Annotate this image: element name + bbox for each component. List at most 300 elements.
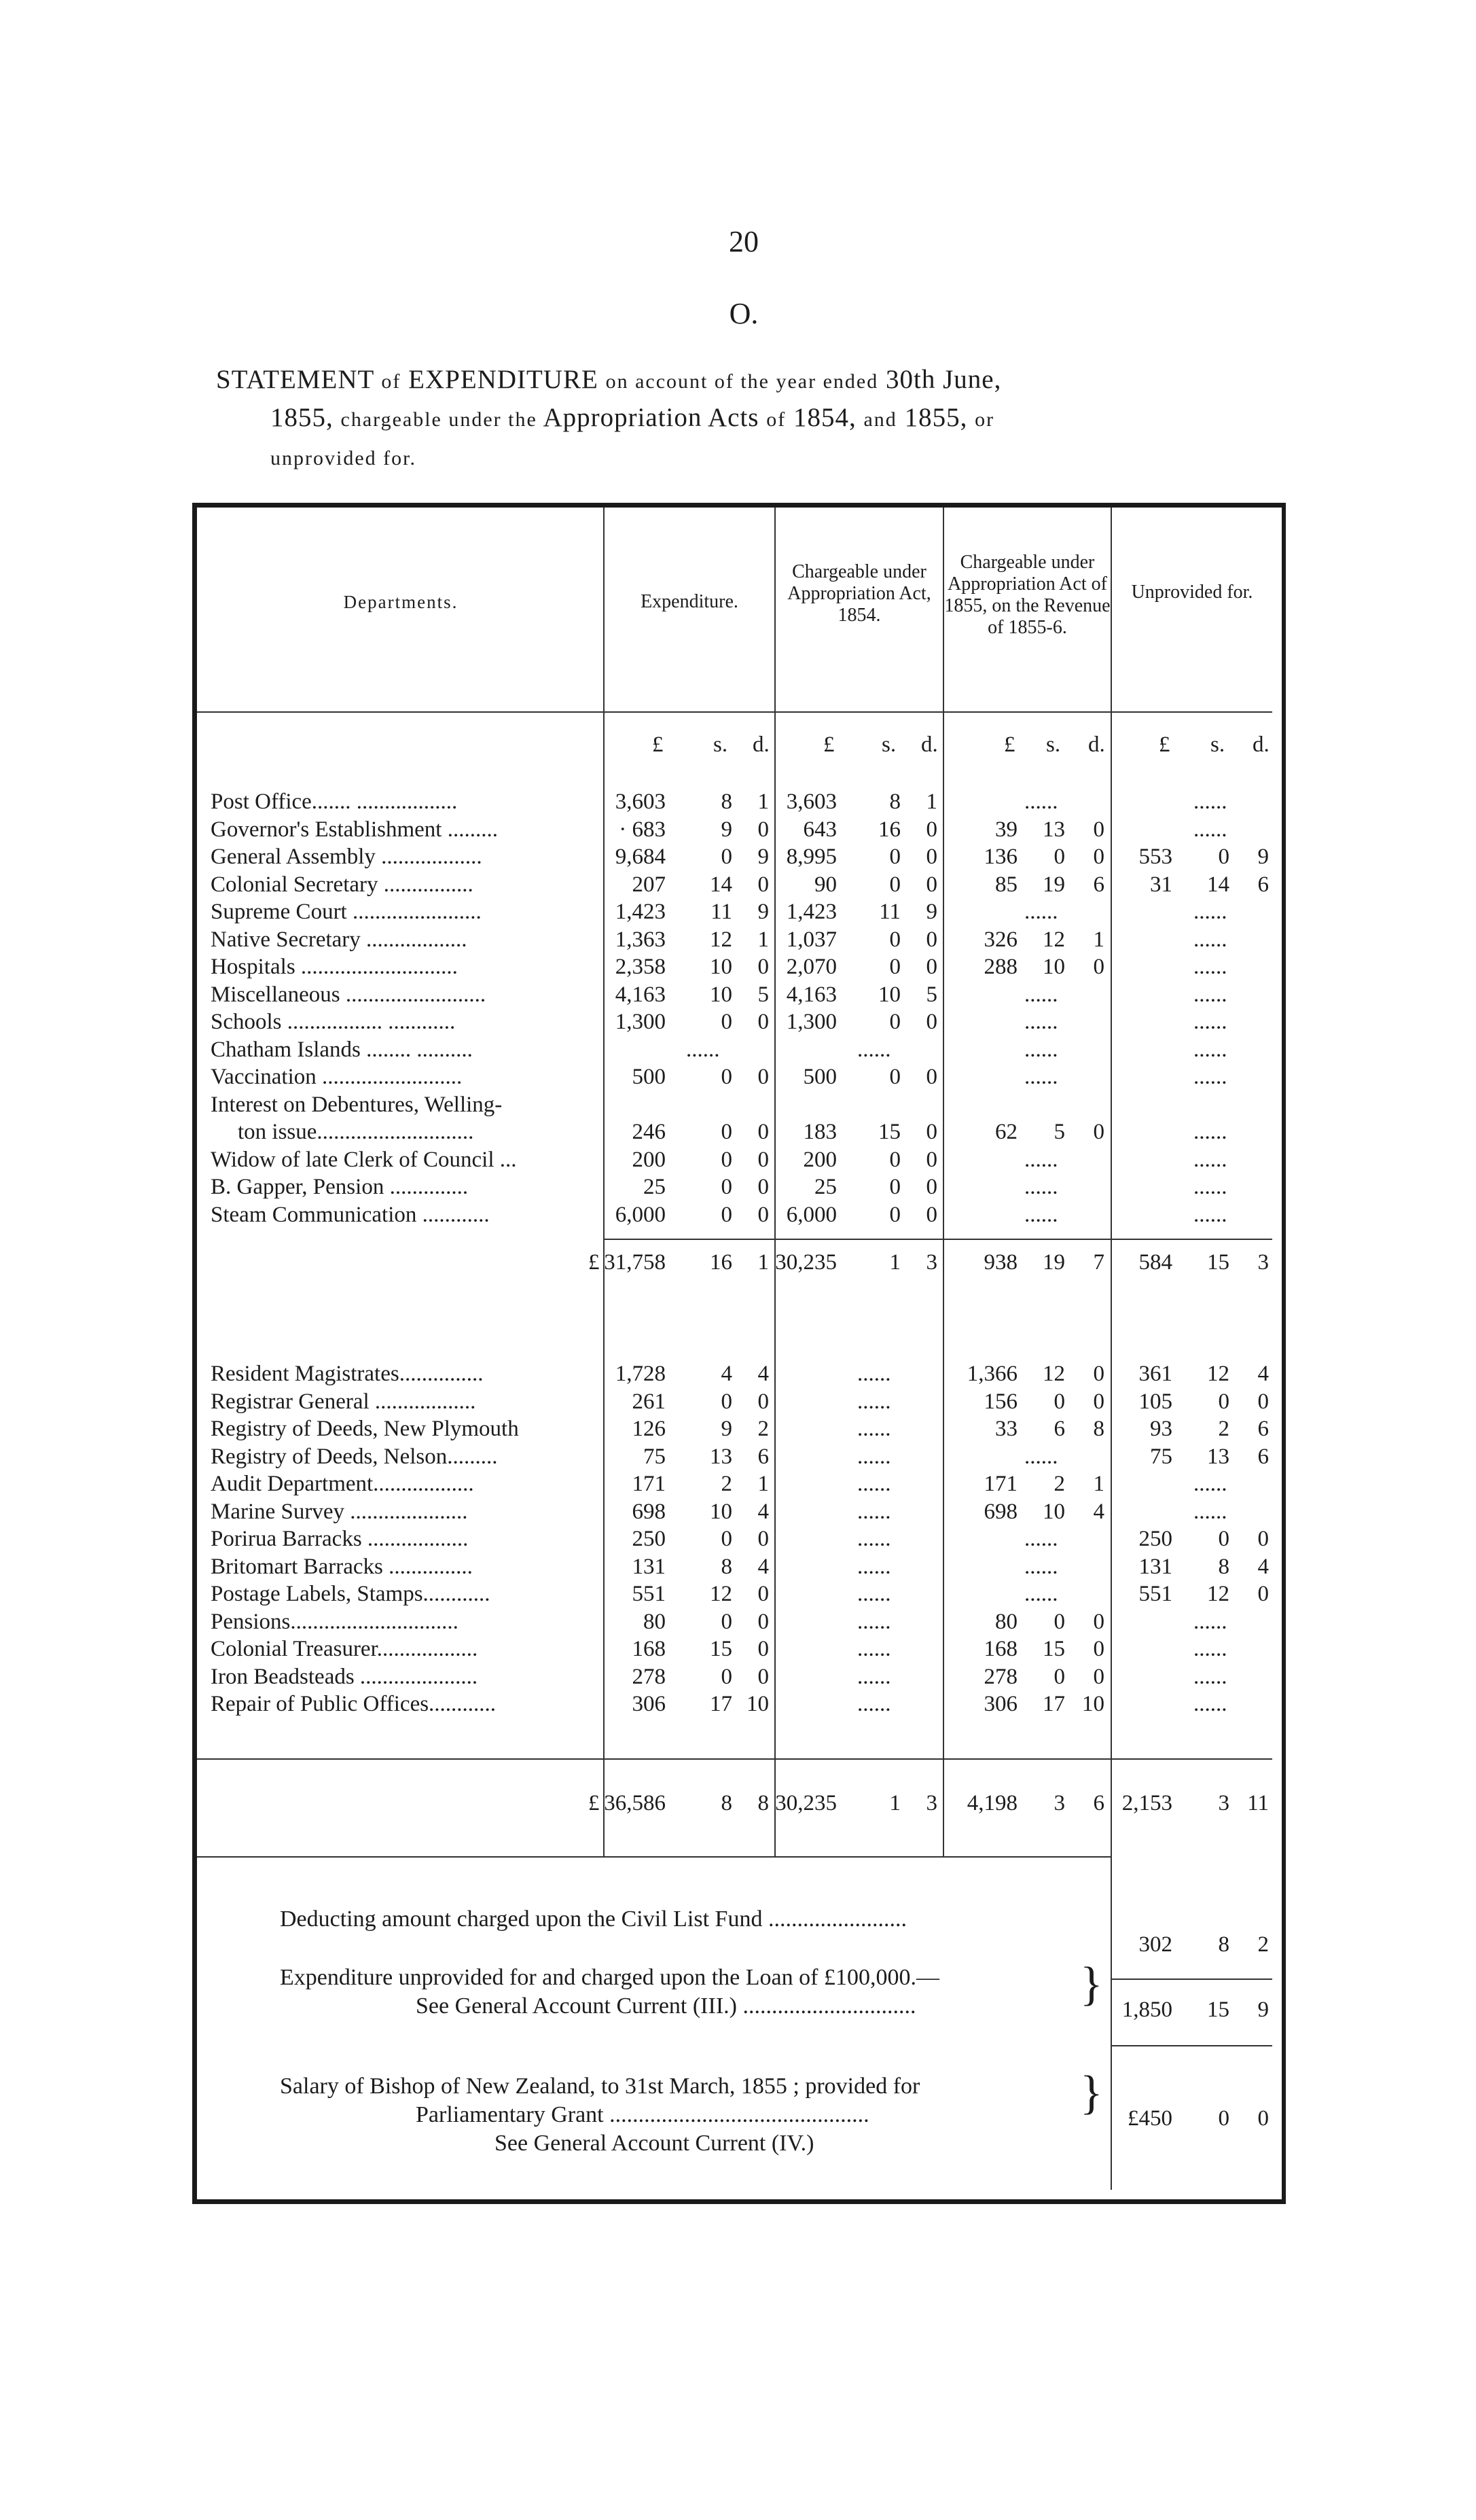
a55-shillings: 12 bbox=[1043, 1362, 1065, 1386]
exp-shillings: 8 bbox=[721, 1791, 732, 1815]
department-label: B. Gapper, Pension .............. bbox=[211, 1175, 469, 1199]
unp-shillings: 0 bbox=[1218, 1389, 1229, 1414]
loan-note-line-2: See General Account Current (III.) .............................. bbox=[416, 1993, 916, 2019]
exp-pounds: 4,163 bbox=[615, 982, 666, 1007]
unp-empty: ...... bbox=[1193, 1609, 1227, 1634]
title-word: or bbox=[975, 408, 995, 431]
unp-empty: ...... bbox=[1193, 900, 1227, 924]
a55-pence: 0 bbox=[1093, 1389, 1104, 1414]
unp-pounds: 302 bbox=[1138, 1932, 1172, 1957]
exp-shillings: 10 bbox=[710, 955, 732, 979]
subtotal-rule bbox=[603, 1239, 1272, 1240]
department-label: Iron Beadsteads ..................... bbox=[211, 1664, 478, 1689]
exp-pence: 0 bbox=[757, 817, 769, 842]
unp-pounds: 93 bbox=[1150, 1417, 1172, 1441]
a55-empty: ...... bbox=[1024, 1175, 1058, 1199]
exp-pounds: 75 bbox=[643, 1444, 666, 1469]
exp-pounds: 168 bbox=[632, 1637, 666, 1661]
a55-pounds: 62 bbox=[995, 1120, 1018, 1144]
unp-shillings: 14 bbox=[1207, 872, 1229, 897]
a54-pence: 3 bbox=[926, 1791, 937, 1815]
a55-pence: 0 bbox=[1093, 955, 1104, 979]
department-label: Colonial Secretary ................ bbox=[211, 872, 473, 897]
a54-shillings: 0 bbox=[889, 927, 901, 952]
a55-shillings: 0 bbox=[1054, 1389, 1065, 1414]
unp-pence: 4 bbox=[1257, 1362, 1269, 1386]
unp-empty: ...... bbox=[1193, 1499, 1227, 1524]
department-label: Registry of Deeds, Nelson......... bbox=[211, 1444, 498, 1469]
a54-pence: 5 bbox=[926, 982, 937, 1007]
exp-pence: 1 bbox=[757, 927, 769, 952]
a55-shillings: 12 bbox=[1043, 927, 1065, 952]
unp-pounds: 250 bbox=[1138, 1527, 1172, 1551]
a55-pounds: 171 bbox=[984, 1472, 1018, 1496]
a54-pounds: 183 bbox=[803, 1120, 837, 1144]
a55-pounds: 156 bbox=[984, 1389, 1018, 1414]
a55-pounds: 39 bbox=[995, 817, 1018, 842]
a54-pounds: 30,235 bbox=[775, 1791, 837, 1815]
loan-note-line-1: Expenditure unprovided for and charged upon the Loan of £100,000.— bbox=[280, 1965, 939, 1990]
a54-shillings: 0 bbox=[889, 1202, 901, 1227]
exp-shillings: 12 bbox=[710, 927, 732, 952]
exp-pence: 1 bbox=[757, 1250, 769, 1275]
a54-shillings: 0 bbox=[889, 1010, 901, 1034]
unp-pence: 6 bbox=[1257, 1417, 1269, 1441]
exp-shillings: 9 bbox=[721, 1417, 732, 1441]
total-bottom-rule bbox=[197, 1856, 1111, 1858]
unp-pence: 2 bbox=[1257, 1932, 1269, 1957]
exp-shillings: 14 bbox=[710, 872, 732, 897]
a55-shillings: 13 bbox=[1043, 817, 1065, 842]
a54-pounds: 1,423 bbox=[786, 900, 837, 924]
exp-shillings: 0 bbox=[721, 1664, 732, 1689]
a54-pounds: 643 bbox=[803, 817, 837, 842]
a55-pounds: 698 bbox=[984, 1499, 1018, 1524]
unp-pence: 9 bbox=[1257, 845, 1269, 869]
title-word: STATEMENT bbox=[216, 365, 374, 394]
a55-shillings: 0 bbox=[1054, 1609, 1065, 1634]
a55-pence: 6 bbox=[1093, 872, 1104, 897]
a54-pounds: 8,995 bbox=[786, 845, 837, 869]
header-departments: Departments. bbox=[343, 592, 458, 612]
exp-pence: 1 bbox=[757, 789, 769, 814]
unp-pounds: 105 bbox=[1138, 1389, 1172, 1414]
exp-shillings: 9 bbox=[721, 817, 732, 842]
a55-shillings: 17 bbox=[1043, 1692, 1065, 1716]
a54-pence: 0 bbox=[926, 1120, 937, 1144]
a54-shillings: 16 bbox=[878, 817, 901, 842]
a54-empty: ...... bbox=[857, 1499, 891, 1524]
a55-shillings: 10 bbox=[1043, 955, 1065, 979]
unp-pence: 4 bbox=[1257, 1554, 1269, 1579]
a54-pounds: 30,235 bbox=[775, 1250, 837, 1275]
a54-pence: 3 bbox=[926, 1250, 937, 1275]
exp-shillings: 0 bbox=[721, 1202, 732, 1227]
unp-pounds: 551 bbox=[1138, 1582, 1172, 1606]
title-line-2 bbox=[270, 402, 994, 433]
a55-pounds: 85 bbox=[995, 872, 1018, 897]
unp-empty: ...... bbox=[1193, 1692, 1227, 1716]
exp-shillings: 0 bbox=[721, 1010, 732, 1034]
exp-pounds: 200 bbox=[632, 1147, 666, 1172]
a55-pence: 0 bbox=[1093, 1120, 1104, 1144]
a54-shillings: 1 bbox=[889, 1250, 901, 1275]
unp-pounds: 2,153 bbox=[1121, 1791, 1172, 1815]
department-label: Britomart Barracks ............... bbox=[211, 1554, 473, 1579]
a55-empty: ...... bbox=[1024, 1582, 1058, 1606]
subtotal-currency: £ bbox=[588, 1250, 600, 1275]
unp-shillings: 2 bbox=[1218, 1417, 1229, 1441]
title-word: 1855, bbox=[904, 403, 968, 432]
exp-pence: 0 bbox=[757, 872, 769, 897]
exp-pounds: 306 bbox=[632, 1692, 666, 1716]
exp-shillings: 0 bbox=[721, 1175, 732, 1199]
a55-pounds: 136 bbox=[984, 845, 1018, 869]
department-label: Resident Magistrates............... bbox=[211, 1362, 484, 1386]
unp-empty: ...... bbox=[1193, 1147, 1227, 1172]
unp-empty: ...... bbox=[1193, 1065, 1227, 1089]
a55-pence: 10 bbox=[1082, 1692, 1104, 1716]
department-label: Miscellaneous ......................... bbox=[211, 982, 486, 1007]
a55-pounds: 288 bbox=[984, 955, 1018, 979]
a54-pence: 0 bbox=[926, 817, 937, 842]
unp-empty: ...... bbox=[1193, 817, 1227, 842]
a54-pence: 0 bbox=[926, 872, 937, 897]
unp-empty: ...... bbox=[1193, 789, 1227, 814]
a54-pounds: 1,300 bbox=[786, 1010, 837, 1034]
department-label: Chatham Islands ........ .......... bbox=[211, 1037, 473, 1062]
unp-shillings: 15 bbox=[1207, 1998, 1229, 2022]
exp-pence: 0 bbox=[757, 1637, 769, 1661]
exp-pence: 9 bbox=[757, 900, 769, 924]
unit-shillings: s. bbox=[713, 732, 728, 757]
a54-pounds: 25 bbox=[814, 1175, 837, 1199]
bishop-note-line-3: See General Account Current (IV.) bbox=[494, 2131, 814, 2156]
unp-pounds: 1,850 bbox=[1121, 1998, 1172, 2022]
a55-pence: 0 bbox=[1093, 1362, 1104, 1386]
a55-empty: ...... bbox=[1024, 982, 1058, 1007]
exp-pence: 4 bbox=[757, 1499, 769, 1524]
civil-list-note: Deducting amount charged upon the Civil List Fund ........................ bbox=[280, 1906, 907, 1932]
a54-pounds: 200 bbox=[803, 1147, 837, 1172]
a54-pence: 9 bbox=[926, 900, 937, 924]
a54-empty: ...... bbox=[857, 1582, 891, 1606]
exp-pounds: 246 bbox=[632, 1120, 666, 1144]
exp-shillings: 4 bbox=[721, 1362, 732, 1386]
a55-shillings: 5 bbox=[1054, 1120, 1065, 1144]
exp-shillings: 11 bbox=[710, 900, 732, 924]
exp-pence: 0 bbox=[757, 1175, 769, 1199]
department-label: Interest on Debentures, Welling- bbox=[211, 1092, 503, 1117]
unp-empty: ...... bbox=[1193, 1637, 1227, 1661]
total-rule bbox=[197, 1758, 1272, 1760]
title-word: of bbox=[766, 408, 787, 431]
title-line-1 bbox=[216, 364, 1001, 395]
exp-shillings: 0 bbox=[721, 1147, 732, 1172]
a55-pence: 1 bbox=[1093, 1472, 1104, 1496]
exp-pence: 0 bbox=[757, 1202, 769, 1227]
a55-empty: ...... bbox=[1024, 1010, 1058, 1034]
unp-pence: 6 bbox=[1257, 872, 1269, 897]
unp-shillings: 0 bbox=[1218, 845, 1229, 869]
a54-pounds: 1,037 bbox=[786, 927, 837, 952]
unp-empty: ...... bbox=[1193, 955, 1227, 979]
a55-pence: 6 bbox=[1093, 1791, 1104, 1815]
unp-shillings: 15 bbox=[1207, 1250, 1229, 1275]
a54-shillings: 15 bbox=[878, 1120, 901, 1144]
unit-pound: £ bbox=[1159, 732, 1170, 757]
department-label: Supreme Court ....................... bbox=[211, 900, 482, 924]
unp-empty: ...... bbox=[1193, 1202, 1227, 1227]
a54-empty: ...... bbox=[857, 1472, 891, 1496]
a54-empty: ...... bbox=[857, 1389, 891, 1414]
a54-pounds: 500 bbox=[803, 1065, 837, 1089]
a54-pence: 0 bbox=[926, 1202, 937, 1227]
unp-pounds: 31 bbox=[1150, 872, 1172, 897]
department-label: Registrar General .................. bbox=[211, 1389, 476, 1414]
title-word: chargeable under the bbox=[340, 408, 537, 431]
schedule-letter: O. bbox=[729, 297, 759, 330]
a55-shillings: 3 bbox=[1054, 1791, 1065, 1815]
a55-empty: ...... bbox=[1024, 1554, 1058, 1579]
a54-shillings: 0 bbox=[889, 1147, 901, 1172]
department-label: Steam Communication ............ bbox=[211, 1202, 490, 1227]
unp-shillings: 12 bbox=[1207, 1582, 1229, 1606]
a55-pence: 8 bbox=[1093, 1417, 1104, 1441]
a55-pounds: 306 bbox=[984, 1692, 1018, 1716]
exp-pounds: 36,586 bbox=[604, 1791, 666, 1815]
a55-pounds: 33 bbox=[995, 1417, 1018, 1441]
exp-pounds: 551 bbox=[632, 1582, 666, 1606]
unp-pounds: 361 bbox=[1138, 1362, 1172, 1386]
a55-pounds: 168 bbox=[984, 1637, 1018, 1661]
exp-shillings: 17 bbox=[710, 1692, 732, 1716]
a55-empty: ...... bbox=[1024, 1065, 1058, 1089]
unit-shillings: s. bbox=[1046, 732, 1061, 757]
a54-empty: ...... bbox=[857, 1637, 891, 1661]
header-unprovided: Unprovided for. bbox=[1131, 582, 1253, 603]
a55-shillings: 19 bbox=[1043, 872, 1065, 897]
unp-pence: 6 bbox=[1257, 1444, 1269, 1469]
a54-empty: ...... bbox=[857, 1362, 891, 1386]
a54-shillings: 1 bbox=[889, 1791, 901, 1815]
grand-total-currency: £ bbox=[588, 1791, 600, 1815]
a54-empty: ...... bbox=[857, 1037, 891, 1062]
department-label: Porirua Barracks .................. bbox=[211, 1527, 469, 1551]
unp-pence: 0 bbox=[1257, 2106, 1269, 2131]
exp-pence: 2 bbox=[757, 1417, 769, 1441]
unit-shillings: s. bbox=[882, 732, 897, 757]
a54-empty: ...... bbox=[857, 1554, 891, 1579]
exp-shillings: 2 bbox=[721, 1472, 732, 1496]
exp-pence: 0 bbox=[757, 1065, 769, 1089]
exp-shillings: 10 bbox=[710, 1499, 732, 1524]
a55-pence: 0 bbox=[1093, 817, 1104, 842]
a55-empty: ...... bbox=[1024, 789, 1058, 814]
exp-pence: 6 bbox=[757, 1444, 769, 1469]
a55-empty: ...... bbox=[1024, 900, 1058, 924]
exp-pounds: 698 bbox=[632, 1499, 666, 1524]
exp-pounds: 1,423 bbox=[615, 900, 666, 924]
exp-pounds: · 683 bbox=[619, 817, 666, 842]
exp-pounds: 500 bbox=[632, 1065, 666, 1089]
exp-empty: ...... bbox=[686, 1037, 720, 1062]
a54-empty: ...... bbox=[857, 1527, 891, 1551]
department-label: Audit Department.................. bbox=[211, 1472, 474, 1496]
unit-shillings: s. bbox=[1210, 732, 1225, 757]
exp-pounds: 250 bbox=[632, 1527, 666, 1551]
department-label: Hospitals ............................ bbox=[211, 955, 458, 979]
a54-pence: 0 bbox=[926, 1147, 937, 1172]
department-label: Pensions.............................. bbox=[211, 1609, 458, 1634]
a55-pence: 1 bbox=[1093, 927, 1104, 952]
a54-shillings: 10 bbox=[878, 982, 901, 1007]
unp-pounds: £450 bbox=[1128, 2106, 1172, 2131]
unp-pounds: 584 bbox=[1138, 1250, 1172, 1275]
unit-pence: d. bbox=[1088, 732, 1105, 757]
bishop-brace: } bbox=[1080, 2067, 1103, 2119]
a54-pence: 0 bbox=[926, 1175, 937, 1199]
a54-pence: 0 bbox=[926, 1065, 937, 1089]
unp-empty: ...... bbox=[1193, 982, 1227, 1007]
department-label: Postage Labels, Stamps............ bbox=[211, 1582, 490, 1606]
unit-pound: £ bbox=[823, 732, 835, 757]
department-label: Repair of Public Offices............ bbox=[211, 1692, 497, 1716]
exp-shillings: 8 bbox=[721, 1554, 732, 1579]
exp-pence: 0 bbox=[757, 955, 769, 979]
a54-shillings: 0 bbox=[889, 845, 901, 869]
a54-pounds: 3,603 bbox=[786, 789, 837, 814]
note-rule bbox=[1111, 2045, 1272, 2046]
unp-pence: 3 bbox=[1257, 1250, 1269, 1275]
header-expenditure: Expenditure. bbox=[641, 591, 738, 612]
exp-pounds: 126 bbox=[632, 1417, 666, 1441]
unp-empty: ...... bbox=[1193, 1010, 1227, 1034]
header-rule bbox=[197, 711, 1272, 713]
exp-pounds: 131 bbox=[632, 1554, 666, 1579]
exp-shillings: 0 bbox=[721, 1609, 732, 1634]
exp-pounds: 1,363 bbox=[615, 927, 666, 952]
exp-pence: 10 bbox=[746, 1692, 769, 1716]
exp-pounds: 31,758 bbox=[604, 1250, 666, 1275]
exp-pounds: 278 bbox=[632, 1664, 666, 1689]
department-label: Governor's Establishment ......... bbox=[211, 817, 498, 842]
exp-pounds: 261 bbox=[632, 1389, 666, 1414]
a54-pounds: 6,000 bbox=[786, 1202, 837, 1227]
exp-shillings: 0 bbox=[721, 845, 732, 869]
a54-shillings: 0 bbox=[889, 1175, 901, 1199]
title-word: EXPENDITURE bbox=[408, 365, 598, 394]
a55-pounds: 326 bbox=[984, 927, 1018, 952]
exp-pounds: 9,684 bbox=[615, 845, 666, 869]
title-word: of bbox=[381, 370, 401, 393]
exp-pence: 0 bbox=[757, 1010, 769, 1034]
department-label: Marine Survey ..................... bbox=[211, 1499, 468, 1524]
exp-pence: 0 bbox=[757, 1527, 769, 1551]
unp-shillings: 8 bbox=[1218, 1554, 1229, 1579]
note-rule bbox=[1111, 1978, 1272, 1980]
a55-empty: ...... bbox=[1024, 1037, 1058, 1062]
a55-shillings: 2 bbox=[1054, 1472, 1065, 1496]
exp-pence: 9 bbox=[757, 845, 769, 869]
a54-shillings: 0 bbox=[889, 955, 901, 979]
exp-pence: 1 bbox=[757, 1472, 769, 1496]
unp-pence: 0 bbox=[1257, 1582, 1269, 1606]
title-word: 30th June, bbox=[886, 365, 1002, 394]
a55-pounds: 1,366 bbox=[967, 1362, 1018, 1386]
unp-empty: ...... bbox=[1193, 1037, 1227, 1062]
a54-shillings: 0 bbox=[889, 1065, 901, 1089]
title-word: on account of the year ended bbox=[605, 370, 879, 393]
exp-pounds: 6,000 bbox=[615, 1202, 666, 1227]
exp-pence: 0 bbox=[757, 1389, 769, 1414]
exp-shillings: 15 bbox=[710, 1637, 732, 1661]
a55-empty: ...... bbox=[1024, 1147, 1058, 1172]
unp-pence: 0 bbox=[1257, 1389, 1269, 1414]
unp-empty: ...... bbox=[1193, 1472, 1227, 1496]
a55-empty: ...... bbox=[1024, 1527, 1058, 1551]
exp-pence: 0 bbox=[757, 1147, 769, 1172]
a54-empty: ...... bbox=[857, 1444, 891, 1469]
a54-pence: 0 bbox=[926, 845, 937, 869]
a54-pounds: 4,163 bbox=[786, 982, 837, 1007]
a54-pence: 0 bbox=[926, 927, 937, 952]
exp-pounds: 1,300 bbox=[615, 1010, 666, 1034]
exp-pounds: 2,358 bbox=[615, 955, 666, 979]
unp-shillings: 13 bbox=[1207, 1444, 1229, 1469]
header-act-1854: Chargeable under Appropriation Act, 1854. bbox=[787, 561, 931, 626]
unp-shillings: 0 bbox=[1218, 2106, 1229, 2131]
a54-empty: ...... bbox=[857, 1664, 891, 1689]
exp-pounds: 171 bbox=[632, 1472, 666, 1496]
unp-empty: ...... bbox=[1193, 927, 1227, 952]
bishop-note-line-2: Parliamentary Grant ............................................. bbox=[416, 2102, 869, 2127]
a54-pence: 0 bbox=[926, 1010, 937, 1034]
unp-shillings: 8 bbox=[1218, 1932, 1229, 1957]
a55-pence: 0 bbox=[1093, 1609, 1104, 1634]
a55-pounds: 278 bbox=[984, 1664, 1018, 1689]
bishop-note-line-1: Salary of Bishop of New Zealand, to 31st March, 1855 ; provided for bbox=[280, 2074, 920, 2099]
a55-pence: 7 bbox=[1093, 1250, 1104, 1275]
exp-pence: 0 bbox=[757, 1120, 769, 1144]
exp-shillings: 0 bbox=[721, 1065, 732, 1089]
unp-pence: 9 bbox=[1257, 1998, 1269, 2022]
department-label: Vaccination ......................... bbox=[211, 1065, 463, 1089]
exp-shillings: 0 bbox=[721, 1527, 732, 1551]
title-word: Appropriation Acts bbox=[543, 403, 759, 432]
a55-pounds: 938 bbox=[984, 1250, 1018, 1275]
department-label: Colonial Treasurer.................. bbox=[211, 1637, 478, 1661]
exp-pence: 0 bbox=[757, 1664, 769, 1689]
department-label: Post Office....... .................. bbox=[211, 789, 458, 814]
title-word: 1854, bbox=[793, 403, 857, 432]
exp-shillings: 0 bbox=[721, 1389, 732, 1414]
department-label: General Assembly .................. bbox=[211, 845, 482, 869]
a54-pence: 0 bbox=[926, 955, 937, 979]
unit-pence: d. bbox=[753, 732, 770, 757]
a55-pence: 4 bbox=[1093, 1499, 1104, 1524]
title-word: and bbox=[863, 408, 897, 431]
unit-pence: d. bbox=[1253, 732, 1270, 757]
a55-shillings: 10 bbox=[1043, 1499, 1065, 1524]
unit-pound: £ bbox=[1004, 732, 1015, 757]
page-number: 20 bbox=[729, 225, 759, 258]
a54-pence: 1 bbox=[926, 789, 937, 814]
unit-pence: d. bbox=[921, 732, 938, 757]
department-label: Widow of late Clerk of Council ... bbox=[211, 1147, 517, 1172]
a55-empty: ...... bbox=[1024, 1444, 1058, 1469]
exp-pence: 0 bbox=[757, 1609, 769, 1634]
